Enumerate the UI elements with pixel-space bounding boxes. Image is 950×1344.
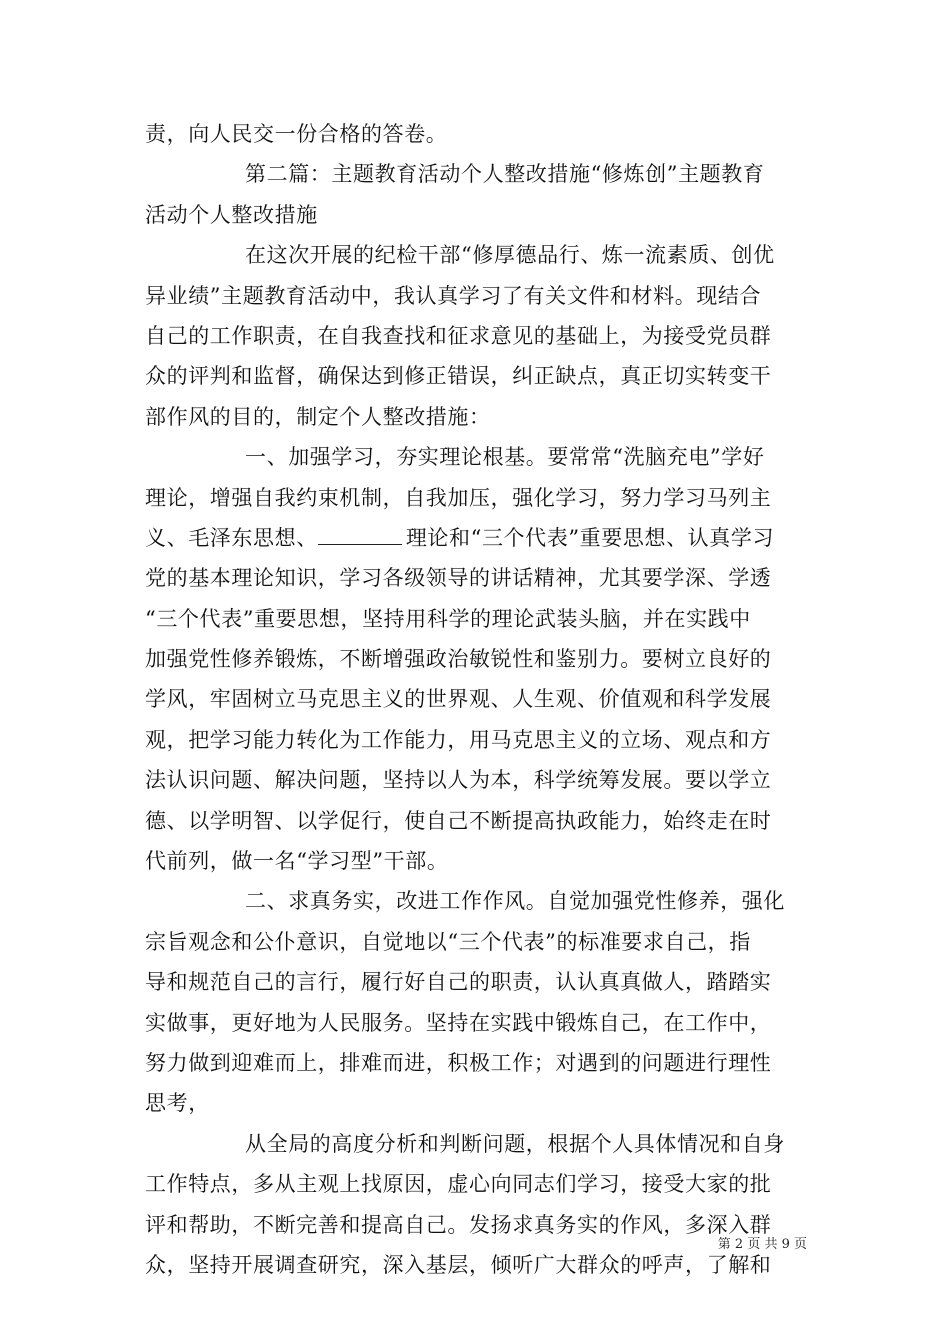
text-line: “三个代表”重要思想，坚持用科学的理论武装头脑，并在实践中 — [145, 606, 751, 631]
text-line: 努力做到迎难而上，排难而进，积极工作；对遇到的问题进行理性 — [145, 1050, 772, 1075]
text-line: 实做事，更好地为人民服务。坚持在实践中锻炼自己，在工作中， — [145, 1010, 772, 1035]
paragraph-start-line: 二、求真务实，改进工作作风。自觉加强党性修养，强化 — [245, 889, 785, 914]
text-line: 学风，牢固树立马克思主义的世界观、人生观、价值观和科学发展 — [145, 687, 772, 712]
paragraph-start-line: 在这次开展的纪检干部“修厚德品行、炼一流素质、创优 — [245, 243, 775, 268]
text-line: 评和帮助，不断完善和提高自己。发扬求真务实的作风，多深入群 — [145, 1212, 772, 1237]
blank-underline — [318, 523, 402, 545]
text-line: 部作风的目的，制定个人整改措施： — [145, 404, 491, 429]
text-line: 加强党性修养锻炼，不断增强政治敏锐性和鉴别力。要树立良好的 — [145, 647, 772, 672]
text-line-with-blank — [145, 518, 805, 558]
text-line: 党的基本理论知识，学习各级领导的讲话精神，尤其要学深、学透 — [145, 566, 772, 591]
text-line: 思考， — [145, 1091, 210, 1116]
text-line: 观，把学习能力转化为工作能力，用马克思主义的立场、观点和方 — [145, 727, 772, 752]
text-segment: 义、毛泽东思想、 — [145, 525, 318, 550]
text-line: 自己的工作职责，在自我查找和征求意见的基础上，为接受党员群 — [145, 323, 772, 348]
text-line: 导和规范自己的言行，履行好自己的职责，认认真真做人，踏踏实 — [145, 970, 772, 995]
text-line: 异业绩”主题教育活动中，我认真学习了有关文件和材料。现结合 — [145, 283, 762, 308]
text-line: 德、以学明智、以学促行，使自己不断提高执政能力，始终走在时 — [145, 808, 772, 833]
section-heading-line: 活动个人整改措施 — [145, 202, 318, 227]
text-line: 工作特点，多从主观上找原因，虚心向同志们学习，接受大家的批 — [145, 1172, 772, 1197]
text-line: 众，坚持开展调查研究，深入基层，倾听广大群众的呼声，了解和 — [145, 1252, 772, 1277]
text-line: 宗旨观念和公仆意识，自觉地以“三个代表”的标准要求自己，指 — [145, 929, 751, 954]
paragraph-start-line: 从全局的高度分析和判断问题，根据个人具体情况和自身 — [245, 1131, 785, 1156]
text-line: 法认识问题、解决问题，坚持以人为本，科学统筹发展。要以学立 — [145, 768, 772, 793]
text-segment: 理论和“三个代表”重要思想、认真学习 — [405, 525, 775, 550]
page-number: 第 2 页 共 9 页 — [717, 1237, 807, 1252]
document-body — [145, 114, 805, 1285]
text-line: 代前列，做一名“学习型”干部。 — [145, 849, 449, 874]
text-line: 理论，增强自我约束机制，自我加压，强化学习，努力学习马列主 — [145, 485, 772, 510]
text-line: 责，向人民交一份合格的答卷。 — [145, 122, 448, 146]
text-line: 众的评判和监督，确保达到修正错误，纠正缺点，真正切实转变干 — [145, 364, 772, 389]
section-heading-line: 第二篇：主题教育活动个人整改措施“修炼创”主题教育 — [245, 162, 765, 187]
paragraph-start-line: 一、加强学习，夯实理论根基。要常常“洗脑充电”学好 — [245, 445, 765, 470]
